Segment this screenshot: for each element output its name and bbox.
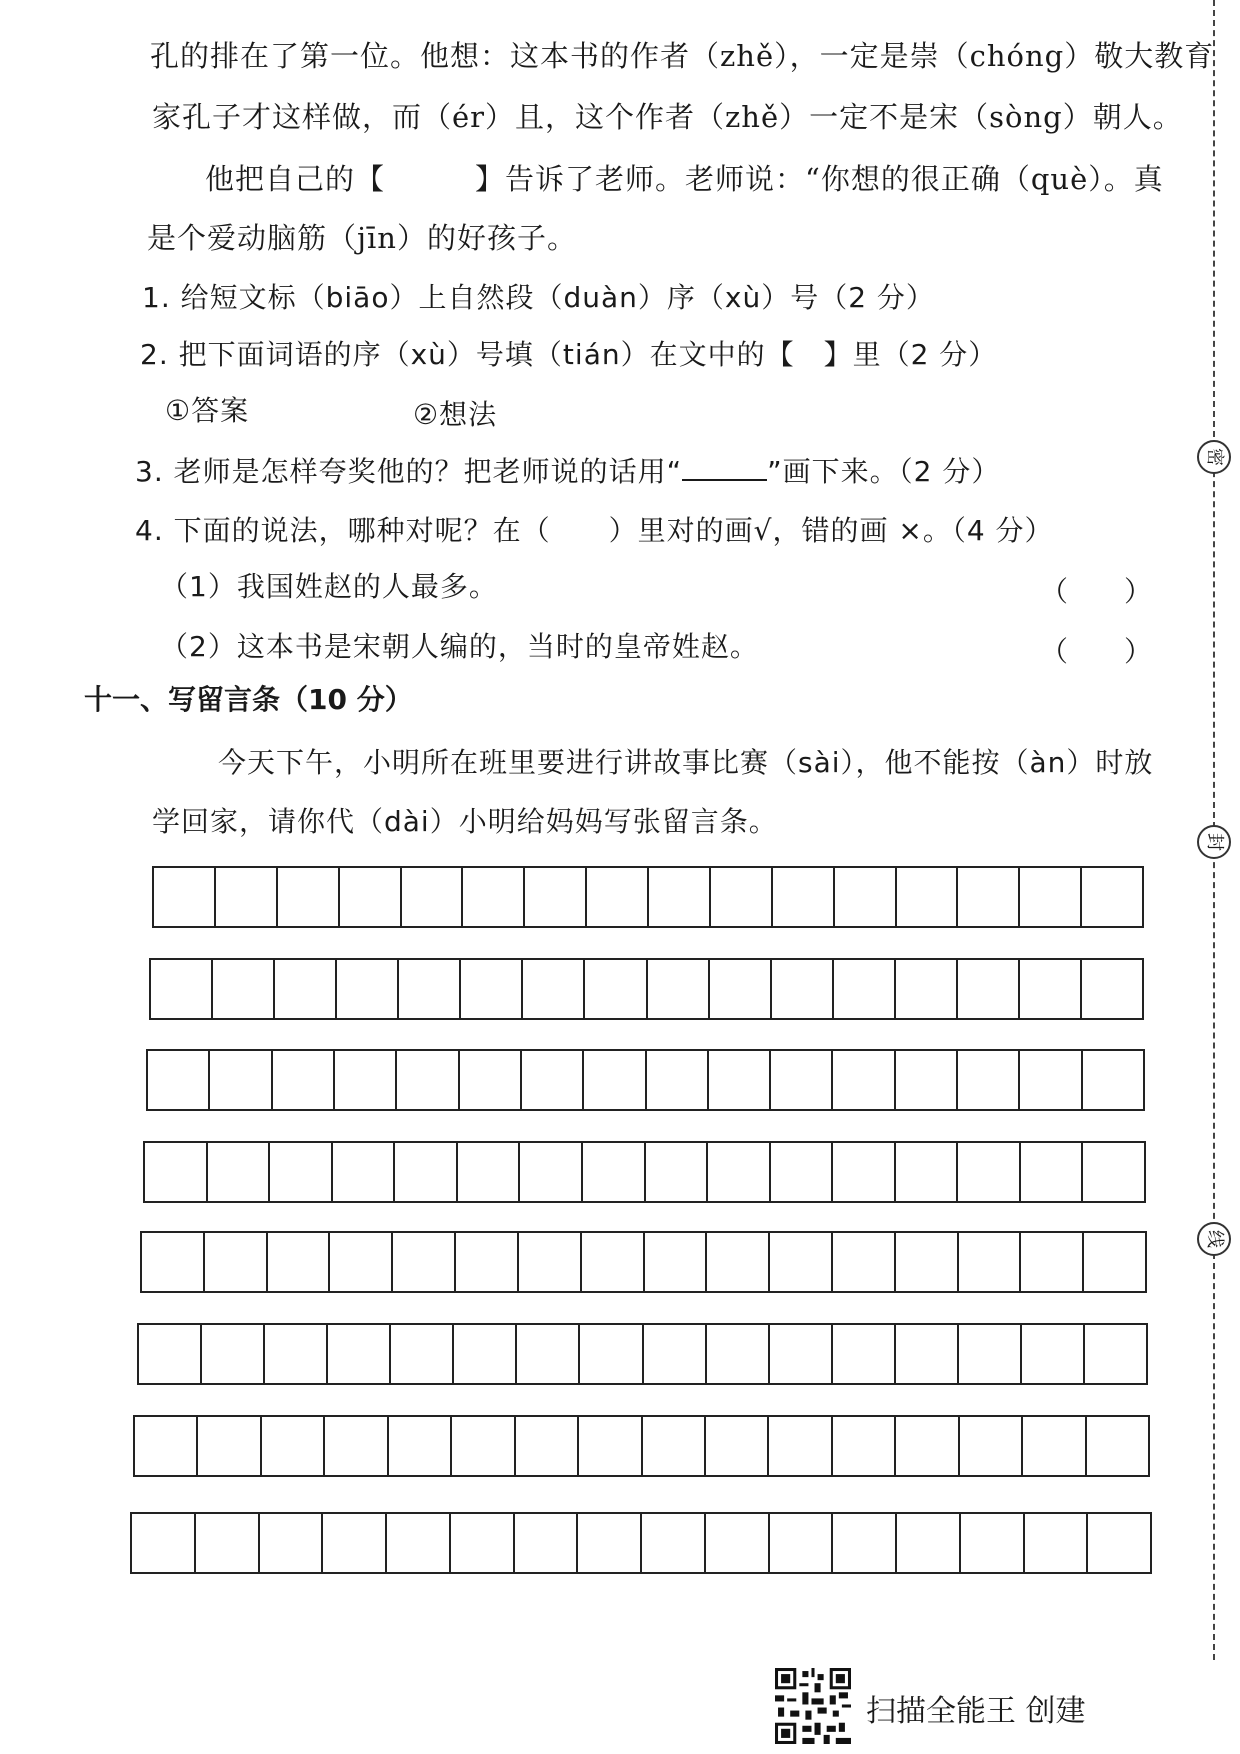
passage-line-4: 是个爱动脑筋（jīn）的好孩子。	[147, 221, 577, 255]
writing-grid-cell[interactable]	[328, 1325, 391, 1383]
writing-grid-cell[interactable]	[958, 1051, 1020, 1109]
writing-grid-cell[interactable]	[579, 1417, 642, 1475]
writing-grid-cell[interactable]	[711, 868, 773, 926]
writing-grid-cell[interactable]	[771, 1143, 834, 1201]
writing-grid-cell[interactable]	[330, 1233, 393, 1291]
writing-grid-cell[interactable]	[268, 1233, 331, 1291]
writing-grid-cell[interactable]	[710, 960, 772, 1018]
writing-grid-cell[interactable]	[958, 960, 1020, 1018]
writing-grid-cell[interactable]	[1083, 1051, 1143, 1109]
writing-grid-cell[interactable]	[645, 1233, 708, 1291]
writing-grid-cell[interactable]	[770, 1233, 833, 1291]
writing-grid-cell[interactable]	[1083, 1143, 1144, 1201]
writing-grid-cell[interactable]	[1025, 1514, 1089, 1572]
writing-grid-cell[interactable]	[139, 1325, 202, 1383]
margin-mark-xian: 线	[1197, 1222, 1231, 1256]
writing-grid-cell[interactable]	[709, 1051, 771, 1109]
writing-grid-cell[interactable]	[959, 1233, 1022, 1291]
writing-grid-cell[interactable]	[897, 1514, 961, 1572]
writing-grid-cell[interactable]	[517, 1325, 580, 1383]
writing-grid-cell[interactable]	[337, 960, 399, 1018]
writing-grid-cell[interactable]	[707, 1325, 770, 1383]
writing-grid-cell[interactable]	[646, 1143, 709, 1201]
writing-grid-cell[interactable]	[896, 1417, 959, 1475]
writing-grid-cell[interactable]	[519, 1233, 582, 1291]
writing-grid-cell[interactable]	[647, 1051, 709, 1109]
scanner-watermark: 扫描全能王 创建	[866, 1694, 1086, 1729]
writing-grid-cell[interactable]	[275, 960, 337, 1018]
writing-grid-cell[interactable]	[708, 1143, 771, 1201]
writing-grid-cell[interactable]	[896, 1325, 959, 1383]
writing-grid-cell[interactable]	[198, 1417, 261, 1475]
writing-grid-cell[interactable]	[896, 1143, 959, 1201]
writing-grid-cell[interactable]	[196, 1514, 260, 1572]
writing-grid-cell[interactable]	[523, 960, 585, 1018]
writing-grid-cell[interactable]	[582, 1233, 645, 1291]
writing-grid-cell[interactable]	[833, 1514, 897, 1572]
writing-grid-cell[interactable]	[959, 1325, 1022, 1383]
writing-grid-cell[interactable]	[460, 1051, 522, 1109]
writing-grid-cell[interactable]	[1020, 868, 1082, 926]
question-4-statement-1: （1）我国姓赵的人最多。	[160, 570, 498, 603]
writing-grid-cell[interactable]	[834, 960, 896, 1018]
writing-grid-row	[137, 1323, 1148, 1385]
writing-grid-cell[interactable]	[1087, 1417, 1148, 1475]
writing-grid-row	[146, 1049, 1145, 1111]
writing-grid-cell[interactable]	[833, 1143, 896, 1201]
writing-grid-cell[interactable]	[389, 1417, 452, 1475]
writing-grid-row	[133, 1415, 1150, 1477]
writing-grid-cell[interactable]	[770, 1514, 834, 1572]
writing-grid-cell[interactable]	[132, 1514, 196, 1572]
writing-grid-cell[interactable]	[515, 1514, 579, 1572]
writing-grid-cell[interactable]	[1021, 1143, 1084, 1201]
writing-grid-cell[interactable]	[960, 1417, 1023, 1475]
writing-grid-cell[interactable]	[896, 1233, 959, 1291]
writing-grid-cell[interactable]	[896, 960, 958, 1018]
question-1: 1. 给短文标（biāo）上自然段（duàn）序（xù）号（2 分）	[142, 281, 935, 314]
question-2-option-2: ②想法	[413, 398, 498, 431]
writing-grid-cell[interactable]	[208, 1143, 271, 1201]
writing-grid-cell[interactable]	[648, 960, 710, 1018]
question-2-option-1: ①答案	[165, 394, 250, 427]
writing-grid-cell[interactable]	[835, 868, 897, 926]
writing-grid-cell[interactable]	[148, 1051, 210, 1109]
writing-grid-cell[interactable]	[262, 1417, 325, 1475]
question-4-statement-2: （2）这本书是宋朝人编的，当时的皇帝姓赵。	[160, 630, 759, 663]
writing-grid-cell[interactable]	[958, 868, 1020, 926]
question-3-text-end: ”画下来。（2 分）	[767, 455, 1001, 488]
writing-grid-cell[interactable]	[833, 1233, 896, 1291]
writing-grid-cell[interactable]	[452, 1417, 515, 1475]
writing-grid-cell[interactable]	[456, 1233, 519, 1291]
margin-mark-mi: 密	[1197, 440, 1231, 474]
writing-grid-cell[interactable]	[210, 1051, 272, 1109]
writing-grid-cell[interactable]	[771, 1051, 833, 1109]
writing-grid-cell[interactable]	[770, 1325, 833, 1383]
writing-grid-cell[interactable]	[135, 1417, 198, 1475]
writing-grid-cell[interactable]	[706, 1514, 770, 1572]
writing-grid-cell[interactable]	[333, 1143, 396, 1201]
writing-grid-row	[143, 1141, 1146, 1203]
writing-grid-cell[interactable]	[580, 1325, 643, 1383]
writing-grid-cell[interactable]	[1021, 1233, 1084, 1291]
writing-grid-cell[interactable]	[896, 1051, 958, 1109]
writing-grid-cell[interactable]	[265, 1325, 328, 1383]
section-11-prompt-line-1: 今天下午，小明所在班里要进行讲故事比赛（sài），他不能按（àn）时放	[218, 746, 1154, 779]
answer-paren-2: （ ）	[1040, 635, 1153, 668]
writing-grid-cell[interactable]	[642, 1514, 706, 1572]
writing-grid-cell[interactable]	[773, 868, 835, 926]
writing-grid-cell[interactable]	[587, 868, 649, 926]
writing-grid-cell[interactable]	[522, 1051, 584, 1109]
passage-line-1: 孔的排在了第一位。他想：这本书的作者（zhě），一定是崇（chóng）敬大教育	[150, 39, 1215, 73]
writing-grid-cell[interactable]	[584, 1051, 646, 1109]
question-4: 4. 下面的说法，哪种对呢？在（ ）里对的画√，错的画 ×。（4 分）	[135, 514, 1054, 547]
writing-grid-cell[interactable]	[643, 1417, 706, 1475]
qr-code-icon	[775, 1668, 851, 1744]
writing-grid-cell[interactable]	[644, 1325, 707, 1383]
writing-grid-cell[interactable]	[1082, 960, 1142, 1018]
writing-grid-row	[152, 866, 1144, 928]
writing-grid-cell[interactable]	[707, 1233, 770, 1291]
writing-grid-cell[interactable]	[833, 1325, 896, 1383]
writing-grid-cell[interactable]	[1020, 1051, 1082, 1109]
writing-grid-cell[interactable]	[454, 1325, 517, 1383]
writing-grid-cell[interactable]	[213, 960, 275, 1018]
writing-grid-row	[149, 958, 1144, 1020]
writing-grid-cell[interactable]	[961, 1514, 1025, 1572]
answer-blank	[682, 457, 767, 481]
writing-grid-cell[interactable]	[833, 1417, 896, 1475]
writing-grid-cell[interactable]	[463, 868, 525, 926]
writing-grid-cell[interactable]	[399, 960, 461, 1018]
question-2: 2. 把下面词语的序（xù）号填（tián）在文中的【 】里（2 分）	[140, 338, 998, 371]
writing-grid-cell[interactable]	[520, 1143, 583, 1201]
writing-grid-cell[interactable]	[769, 1417, 832, 1475]
writing-grid-cell[interactable]	[340, 868, 402, 926]
writing-grid-cell[interactable]	[958, 1143, 1021, 1201]
writing-grid-cell[interactable]	[402, 868, 464, 926]
writing-grid-cell[interactable]	[391, 1325, 454, 1383]
writing-grid-cell[interactable]	[772, 960, 834, 1018]
writing-grid-cell[interactable]	[897, 868, 959, 926]
writing-grid-cell[interactable]	[583, 1143, 646, 1201]
writing-grid-cell[interactable]	[461, 960, 523, 1018]
writing-grid-cell[interactable]	[649, 868, 711, 926]
writing-grid-cell[interactable]	[1082, 868, 1142, 926]
writing-grid-cell[interactable]	[397, 1051, 459, 1109]
writing-grid-cell[interactable]	[1088, 1514, 1150, 1572]
writing-grid-cell[interactable]	[525, 868, 587, 926]
writing-grid-cell[interactable]	[145, 1143, 208, 1201]
writing-grid-cell[interactable]	[205, 1233, 268, 1291]
question-3-text: 3. 老师是怎样夸奖他的？把老师说的话用“	[135, 455, 683, 488]
writing-grid-cell[interactable]	[142, 1233, 205, 1291]
writing-grid-cell[interactable]	[458, 1143, 521, 1201]
writing-grid-cell[interactable]	[216, 868, 278, 926]
writing-grid-cell[interactable]	[273, 1051, 335, 1109]
passage-line-2: 家孔子才这样做，而（ér）且，这个作者（zhě）一定不是宋（sòng）朝人。	[152, 100, 1183, 134]
writing-grid-cell[interactable]	[278, 868, 340, 926]
writing-grid-cell[interactable]	[1084, 1233, 1145, 1291]
passage-line-3: 他把自己的【 】告诉了老师。老师说：“你想的很正确（què）。真	[205, 162, 1164, 196]
writing-grid-cell[interactable]	[387, 1514, 451, 1572]
writing-grid-cell[interactable]	[325, 1417, 388, 1475]
writing-grid-cell[interactable]	[1022, 1325, 1085, 1383]
writing-grid-cell[interactable]	[516, 1417, 579, 1475]
writing-grid-cell[interactable]	[335, 1051, 397, 1109]
writing-grid-row	[130, 1512, 1152, 1574]
writing-grid-cell[interactable]	[154, 868, 216, 926]
writing-grid-cell[interactable]	[585, 960, 647, 1018]
writing-grid-cell[interactable]	[202, 1325, 265, 1383]
margin-mark-feng: 封	[1197, 825, 1231, 859]
writing-grid-cell[interactable]	[1085, 1325, 1146, 1383]
answer-paren-1: （ ）	[1040, 575, 1153, 608]
question-3	[135, 450, 1000, 490]
writing-grid-cell[interactable]	[706, 1417, 769, 1475]
writing-grid-cell[interactable]	[395, 1143, 458, 1201]
writing-grid-cell[interactable]	[270, 1143, 333, 1201]
writing-grid-cell[interactable]	[151, 960, 213, 1018]
writing-grid-cell[interactable]	[323, 1514, 387, 1572]
writing-grid-cell[interactable]	[578, 1514, 642, 1572]
section-11-heading: 十一、写留言条（10 分）	[84, 683, 413, 716]
writing-grid-cell[interactable]	[1023, 1417, 1086, 1475]
writing-grid-cell[interactable]	[393, 1233, 456, 1291]
writing-grid-cell[interactable]	[451, 1514, 515, 1572]
writing-grid-row	[140, 1231, 1147, 1293]
section-11-prompt-line-2: 学回家，请你代（dài）小明给妈妈写张留言条。	[152, 805, 778, 838]
writing-grid-cell[interactable]	[833, 1051, 895, 1109]
writing-grid-cell[interactable]	[1020, 960, 1082, 1018]
writing-grid-cell[interactable]	[260, 1514, 324, 1572]
